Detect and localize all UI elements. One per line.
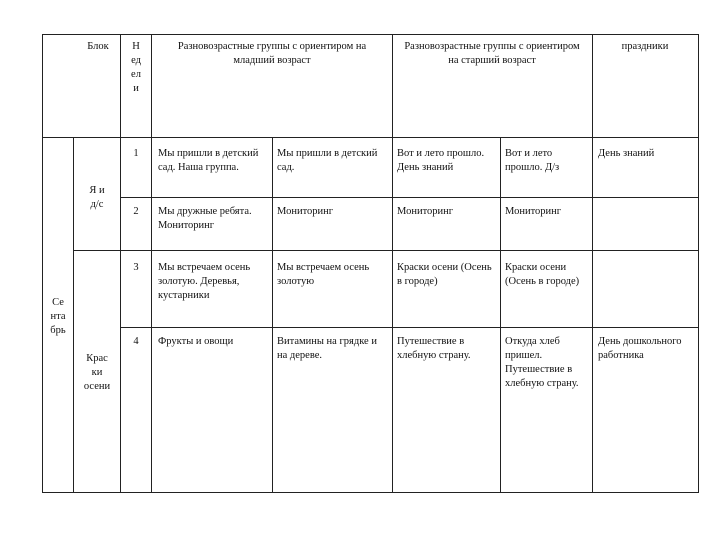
col-line-week (151, 34, 152, 493)
header-week (121, 40, 151, 96)
row-1-young1: Мы пришли в детский сад. Наша группа. (158, 148, 259, 173)
row-3-old2: Краски осени (Осень в городе) (505, 262, 580, 287)
header-holidays (598, 40, 692, 54)
row-4-week: 4 (133, 336, 139, 347)
month-label-line: Се (52, 297, 64, 308)
block-kraski-oseni (74, 352, 120, 394)
row-1-old1: Вот и лето прошло. День знаний (397, 148, 485, 173)
row-line-3 (120, 327, 698, 328)
row-4-young2: Витамины на грядке и на дереве. (277, 336, 377, 361)
block-ya-ds (74, 184, 120, 212)
col-line-groups (392, 34, 393, 493)
row-1-young2: Мы пришли в детский сад. (277, 148, 378, 173)
row-4-old1: Путешествие в хлебную страну. (397, 336, 471, 361)
row-3-young1: Мы встречаем осень золотую. Деревья, кустарники (158, 262, 251, 301)
block-label-line: Крас (86, 353, 108, 364)
table-border-left (42, 34, 43, 493)
row-4-young1: Фрукты и овощи (158, 336, 234, 347)
row-2-young2: Мониторинг (277, 206, 334, 217)
block-label-line: Я и (89, 185, 105, 196)
table-border-right (698, 34, 699, 493)
header-week-line: ед (131, 55, 141, 66)
table-border-top (42, 34, 698, 35)
col-line-holidays (592, 34, 593, 493)
col-line-young-split (272, 137, 273, 493)
row-1-old2: Вот и лето прошло. Д/з (505, 148, 560, 173)
month-label (43, 296, 73, 338)
row-2-young1: Мы дружные ребята. Мониторинг (158, 206, 252, 231)
row-line-1 (120, 197, 698, 198)
row-2-old1: Мониторинг (397, 206, 454, 217)
block-label-line: ки (91, 367, 103, 378)
header-bottom-line (42, 137, 698, 138)
row-line-2 (73, 250, 698, 251)
header-younger-text: Разновозрастные группы с ориентиром на младший возраст (177, 41, 367, 66)
table-border-bottom (42, 492, 698, 493)
header-holidays-text: праздники (621, 41, 669, 52)
block-label-line: д/с (90, 199, 104, 210)
row-4-holiday: День дошкольного работника (598, 336, 682, 361)
month-label-line: брь (50, 325, 66, 336)
row-2-old2: Мониторинг (505, 206, 562, 217)
block-label-line: осени (83, 381, 111, 392)
month-label-line: нта (50, 311, 66, 322)
header-week-line: и (133, 83, 139, 94)
row-4-old2: Откуда хлеб пришел. Путешествие в хлебную страну. (505, 336, 579, 389)
row-3-old1: Краски осени (Осень в городе) (397, 262, 492, 287)
row-3-week: 3 (133, 262, 139, 273)
header-week-line: Н (132, 41, 140, 52)
header-block-text: Блок (87, 41, 109, 52)
header-older-text: Разновозрастные группы с ориентиром на старший возраст (404, 41, 580, 66)
row-1-week: 1 (133, 148, 139, 159)
col-line-old-split (500, 137, 501, 493)
header-week-line: ел (131, 69, 141, 80)
row-3-young2: Мы встречаем осень золотую (277, 262, 370, 287)
row-1-holiday: День знаний (598, 148, 655, 159)
header-block (80, 40, 116, 54)
header-older (398, 40, 586, 68)
row-2-week: 2 (133, 206, 139, 217)
header-younger (158, 40, 386, 68)
